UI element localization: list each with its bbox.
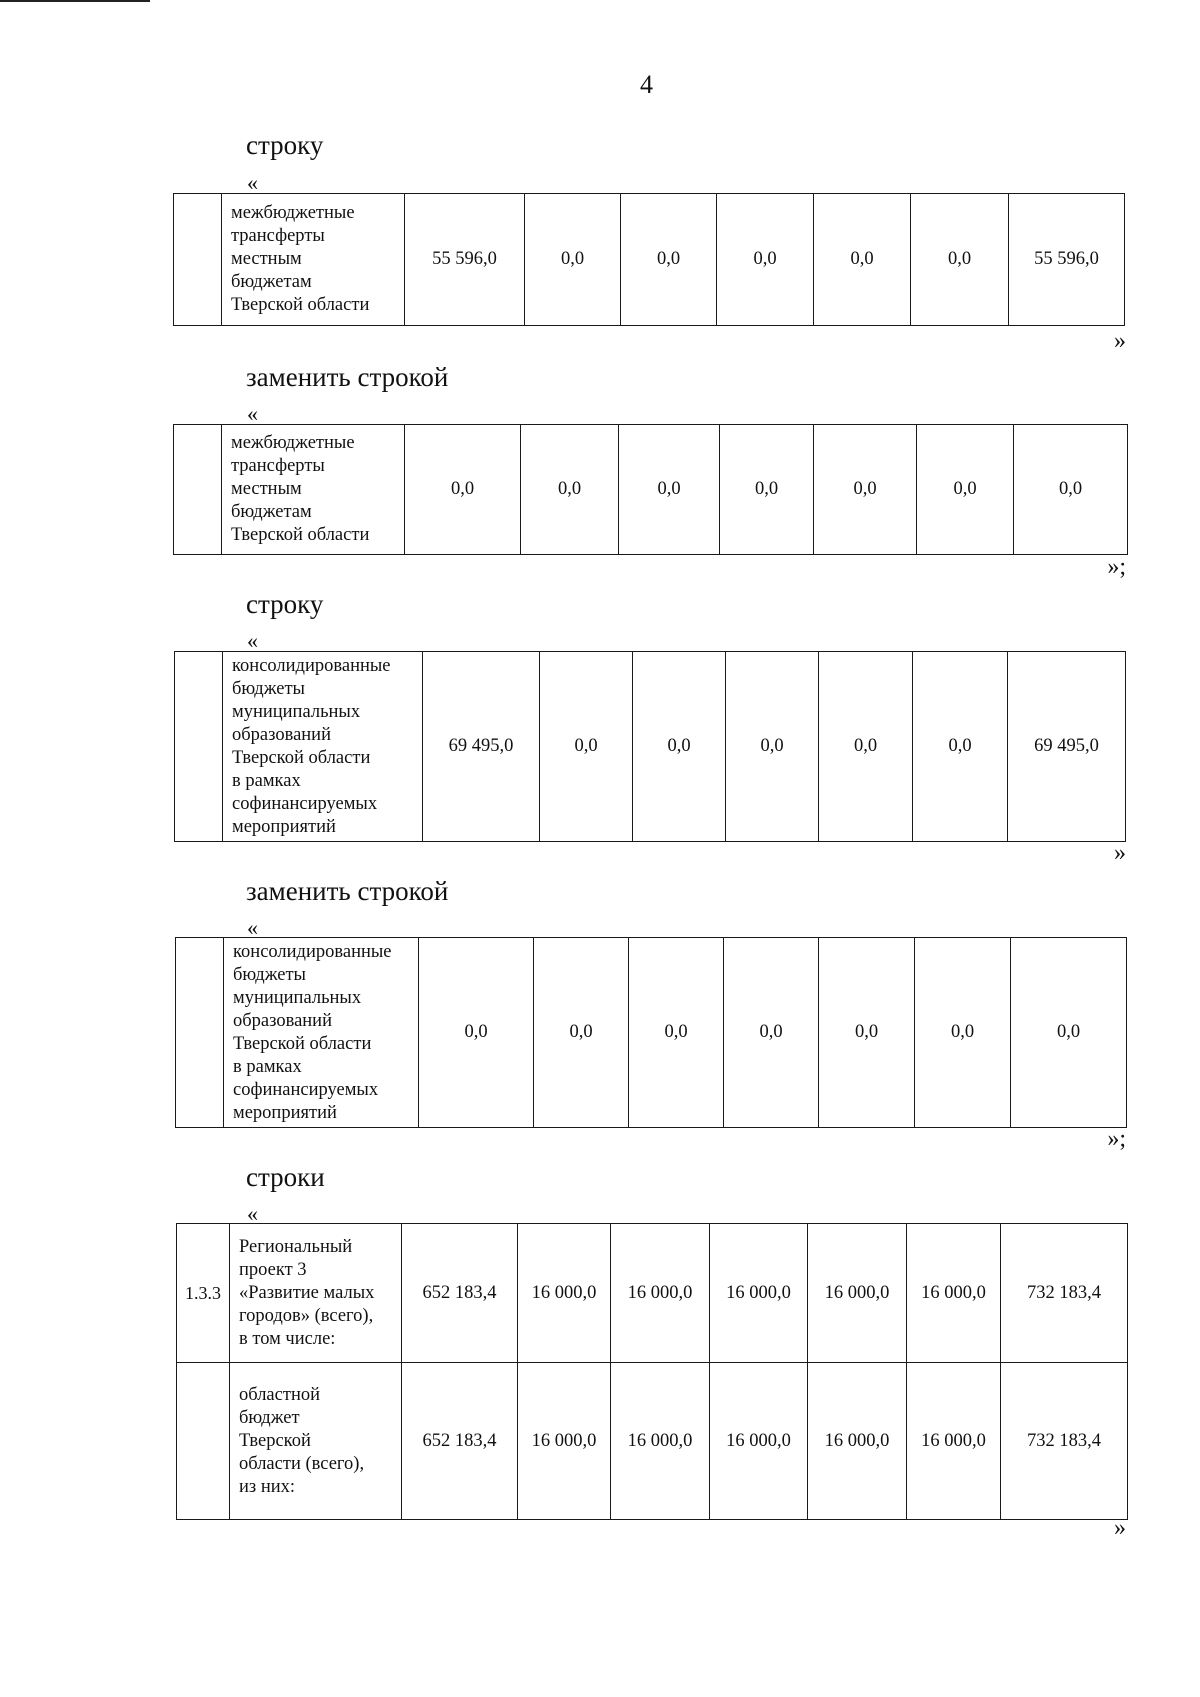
close-quote: »; — [1107, 554, 1126, 580]
value-cell: 652 183,4 — [402, 1363, 518, 1520]
table-row — [174, 425, 1128, 555]
description-line: бюджет — [239, 1407, 300, 1428]
row-description-cell — [224, 938, 419, 1128]
row-description-cell — [230, 1363, 402, 1520]
description-line: «Развитие малых — [239, 1282, 375, 1303]
open-quote: « — [247, 1201, 258, 1226]
description-line: межбюджетные — [231, 203, 355, 223]
description-line: мероприятий — [233, 1102, 337, 1123]
value-cell: 16 000,0 — [518, 1363, 611, 1520]
description-line: в рамках — [232, 770, 301, 791]
description-line: в рамках — [233, 1056, 302, 1077]
row-code-cell — [177, 1363, 230, 1520]
row-description-cell — [222, 425, 405, 555]
description-line: областной — [239, 1384, 320, 1405]
value-cell: 0,0 — [521, 425, 619, 555]
description-line: местным — [231, 479, 302, 499]
section-label: строки — [246, 1162, 325, 1192]
description-line: образований — [233, 1010, 332, 1031]
row-code-cell — [174, 425, 222, 555]
description-line: трансферты — [231, 226, 325, 246]
description-line: консолидированные — [232, 655, 391, 676]
value-cell: 0,0 — [724, 938, 819, 1128]
section-label: строку — [246, 130, 324, 160]
description-line: бюджетам — [231, 272, 312, 292]
description-line: Региональный — [239, 1236, 353, 1257]
table-row — [177, 1224, 1128, 1363]
value-cell: 0,0 — [525, 194, 621, 326]
budget-table — [176, 1223, 1128, 1520]
value-cell: 16 000,0 — [518, 1224, 611, 1363]
row-description-cell — [223, 652, 423, 842]
value-cell: 0,0 — [621, 194, 717, 326]
description-line: мероприятий — [232, 816, 336, 837]
description-line: муниципальных — [233, 987, 362, 1008]
value-cell: 0,0 — [540, 652, 633, 842]
description-line: бюджеты — [232, 678, 305, 699]
value-cell: 16 000,0 — [907, 1363, 1001, 1520]
scan-edge-line — [0, 0, 150, 2]
close-quote: » — [1114, 328, 1126, 354]
value-cell: 0,0 — [405, 425, 521, 555]
budget-table — [175, 937, 1127, 1128]
value-cell: 0,0 — [915, 938, 1011, 1128]
open-quote: « — [247, 170, 258, 195]
section-label: заменить строкой — [246, 876, 449, 906]
value-cell: 55 596,0 — [1009, 194, 1125, 326]
description-line: в том числе: — [239, 1328, 336, 1349]
budget-table — [174, 651, 1126, 842]
open-quote: « — [247, 628, 258, 653]
value-cell: 0,0 — [911, 194, 1009, 326]
value-cell: 0,0 — [819, 652, 913, 842]
value-cell: 69 495,0 — [1008, 652, 1126, 842]
value-cell: 0,0 — [917, 425, 1014, 555]
row-code-cell — [174, 194, 222, 326]
close-quote: »; — [1107, 1126, 1126, 1152]
description-line: софинансируемых — [233, 1079, 379, 1100]
value-cell: 0,0 — [619, 425, 720, 555]
budget-table — [173, 424, 1128, 555]
open-quote: « — [247, 915, 258, 940]
description-line: софинансируемых — [232, 793, 378, 814]
value-cell: 0,0 — [633, 652, 726, 842]
description-line: Тверской области — [233, 1033, 372, 1054]
table-row — [174, 194, 1125, 326]
description-line: бюджеты — [233, 964, 306, 985]
value-cell: 16 000,0 — [808, 1224, 907, 1363]
value-cell: 0,0 — [814, 194, 911, 326]
table-row — [176, 938, 1127, 1128]
value-cell: 0,0 — [720, 425, 814, 555]
value-cell: 55 596,0 — [405, 194, 525, 326]
description-line: образований — [232, 724, 331, 745]
value-cell: 732 183,4 — [1001, 1363, 1128, 1520]
description-line: межбюджетные — [231, 433, 355, 453]
close-quote: » — [1114, 840, 1126, 866]
value-cell: 16 000,0 — [611, 1363, 710, 1520]
description-line: бюджетам — [231, 502, 312, 522]
page-number: 4 — [640, 70, 653, 99]
value-cell: 0,0 — [814, 425, 917, 555]
value-cell: 69 495,0 — [423, 652, 540, 842]
row-code-cell: 1.3.3 — [177, 1224, 230, 1363]
description-line: Тверской области — [232, 747, 371, 768]
value-cell: 0,0 — [1014, 425, 1128, 555]
value-cell: 16 000,0 — [611, 1224, 710, 1363]
description-line: муниципальных — [232, 701, 361, 722]
description-line: трансферты — [231, 456, 325, 476]
description-line: Тверской — [239, 1430, 311, 1451]
description-line: Тверской области — [231, 525, 370, 545]
open-quote: « — [247, 401, 258, 426]
section-label: строку — [246, 589, 324, 619]
section-label: заменить строкой — [246, 362, 449, 392]
value-cell: 0,0 — [1011, 938, 1127, 1128]
value-cell: 0,0 — [913, 652, 1008, 842]
value-cell: 0,0 — [534, 938, 629, 1128]
value-cell: 16 000,0 — [808, 1363, 907, 1520]
value-cell: 0,0 — [819, 938, 915, 1128]
value-cell: 16 000,0 — [710, 1224, 808, 1363]
description-line: местным — [231, 249, 302, 269]
value-cell: 0,0 — [717, 194, 814, 326]
description-line: Тверской области — [231, 295, 370, 315]
value-cell: 0,0 — [419, 938, 534, 1128]
value-cell: 652 183,4 — [402, 1224, 518, 1363]
description-line: из них: — [239, 1476, 296, 1497]
close-quote: » — [1114, 1515, 1126, 1541]
table-row — [175, 652, 1126, 842]
row-code-cell — [176, 938, 224, 1128]
description-line: консолидированные — [233, 941, 392, 962]
value-cell: 16 000,0 — [907, 1224, 1001, 1363]
description-line: области (всего), — [239, 1453, 365, 1474]
value-cell: 732 183,4 — [1001, 1224, 1128, 1363]
row-description-cell — [230, 1224, 402, 1363]
description-line: городов» (всего), — [239, 1305, 374, 1326]
value-cell: 16 000,0 — [710, 1363, 808, 1520]
row-code-cell — [175, 652, 223, 842]
budget-table — [173, 193, 1125, 326]
table-row — [177, 1363, 1128, 1520]
row-description-cell — [222, 194, 405, 326]
description-line: проект 3 — [239, 1259, 307, 1280]
value-cell: 0,0 — [629, 938, 724, 1128]
value-cell: 0,0 — [726, 652, 819, 842]
